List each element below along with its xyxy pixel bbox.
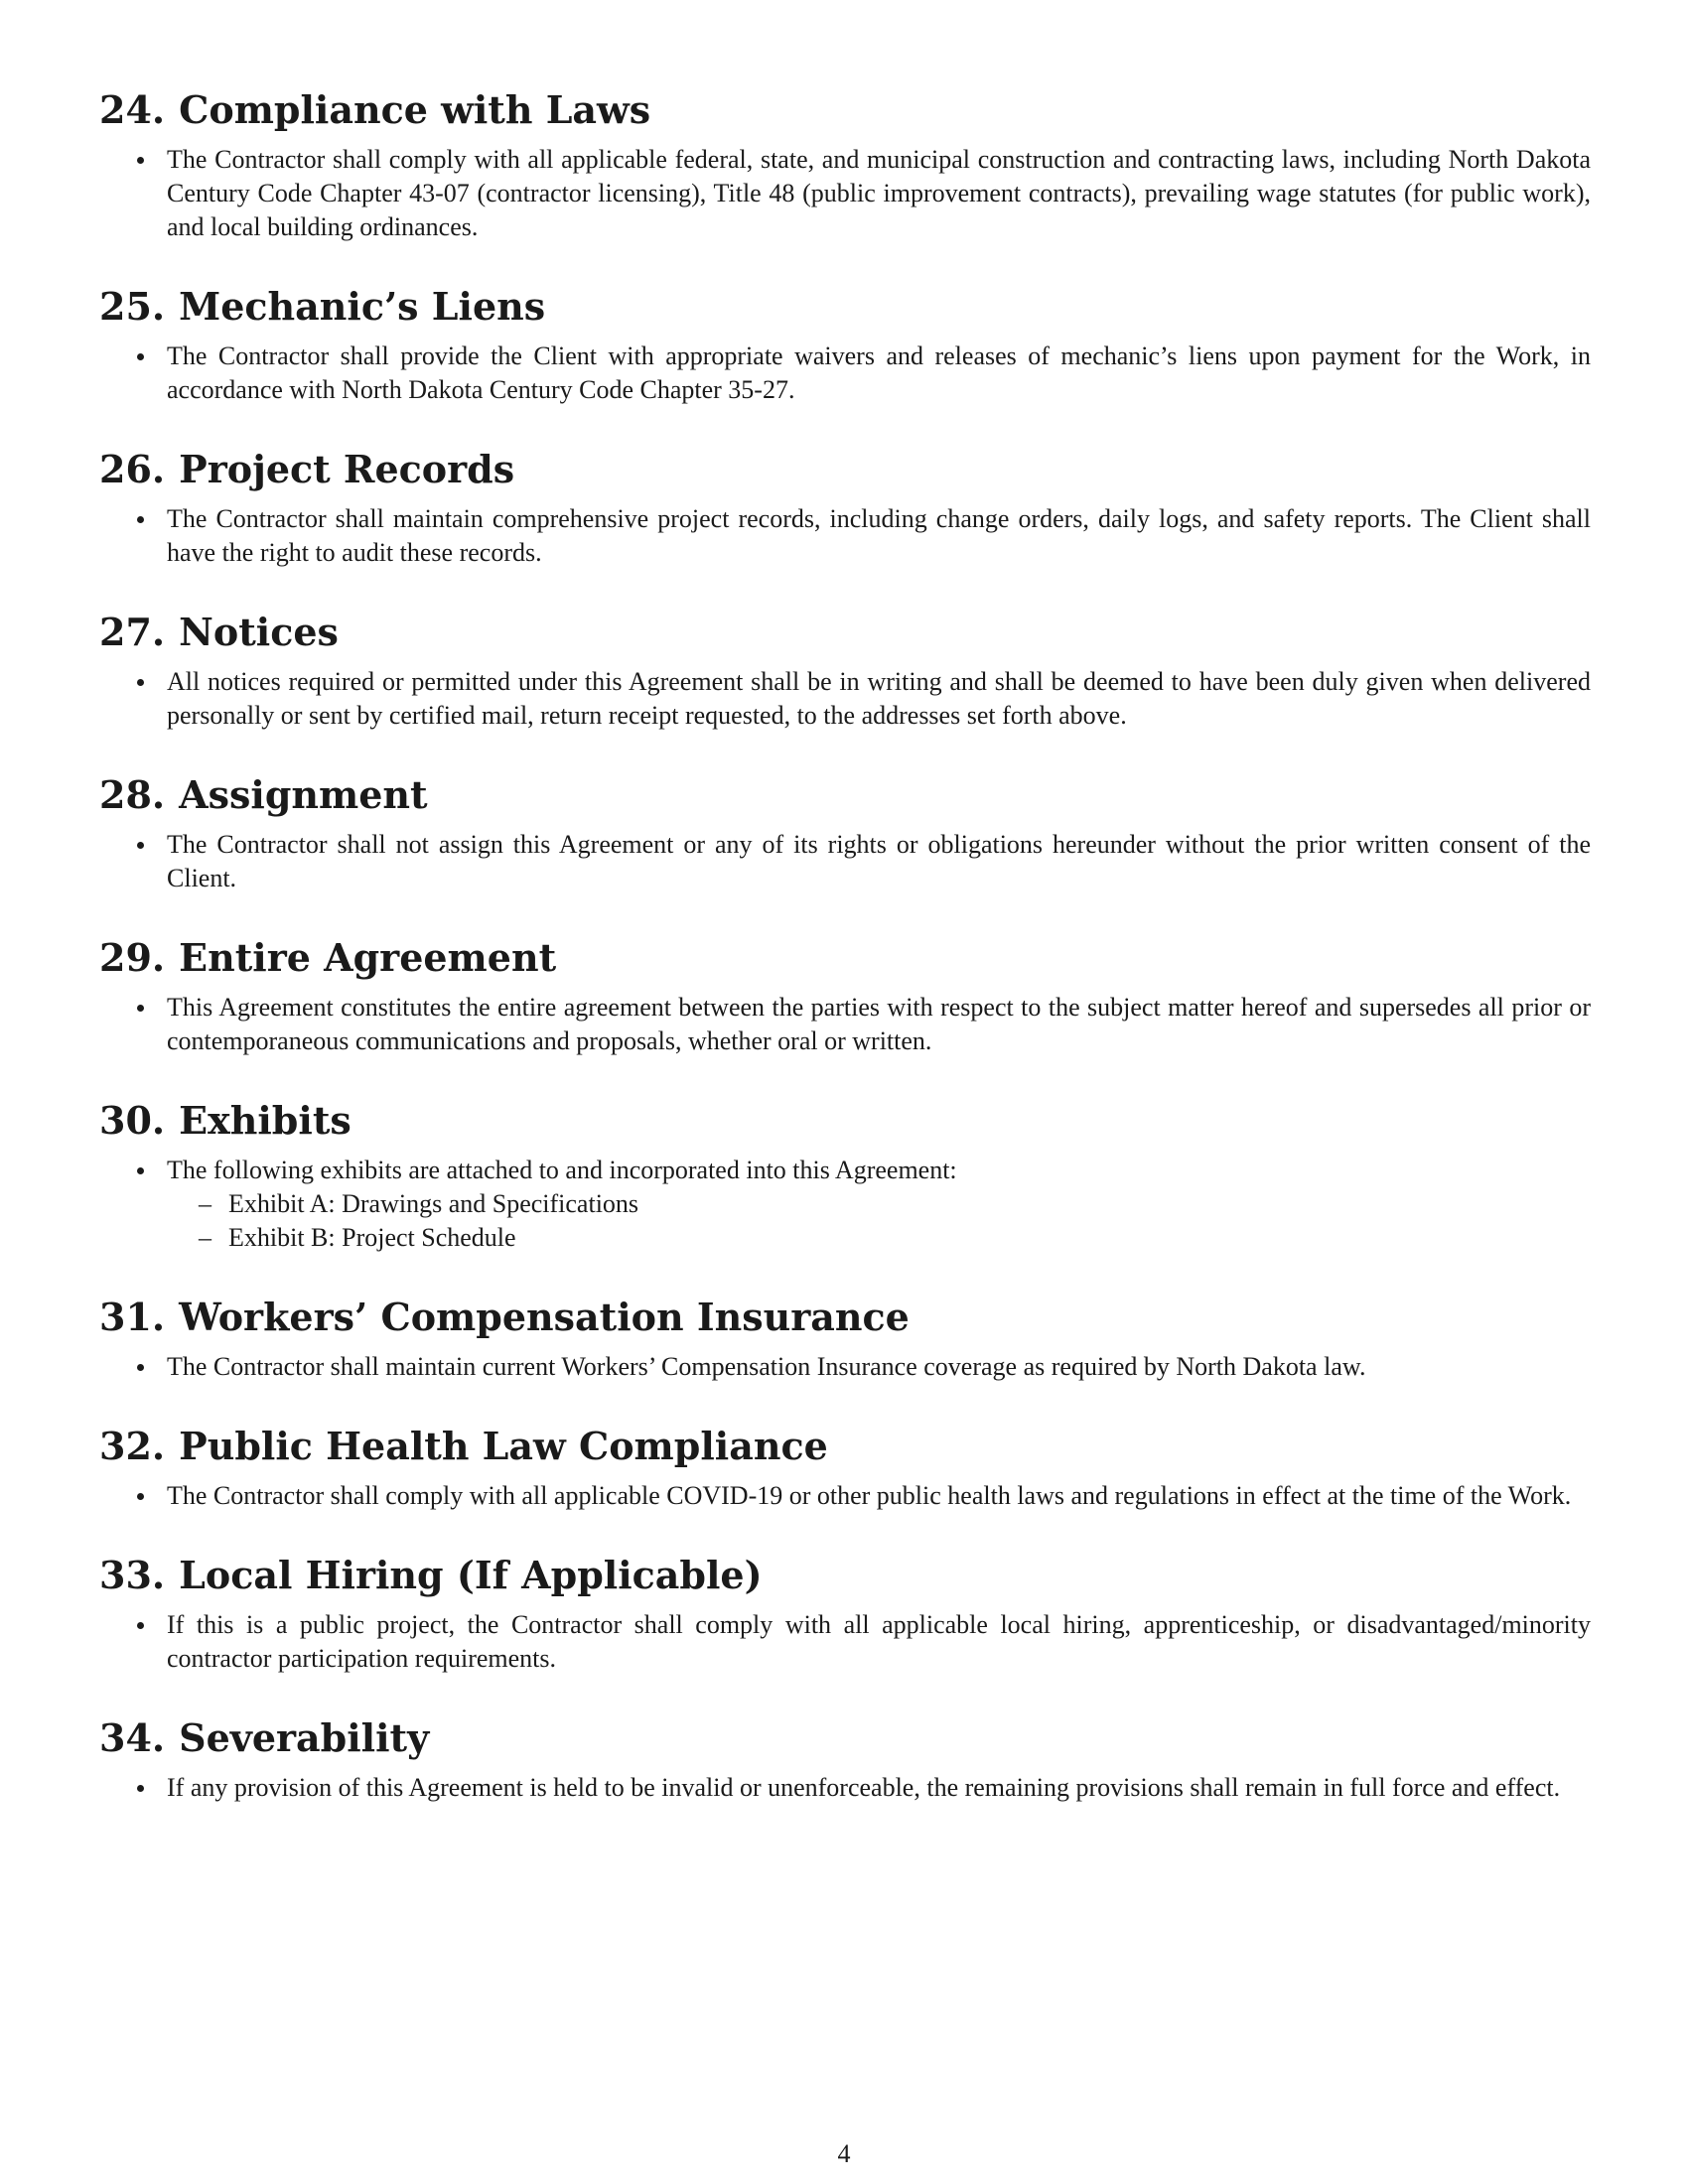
bullet-item (99, 1479, 1591, 1513)
bullet-item (99, 665, 1591, 733)
bullet-text: The Contractor shall not assign this Agreement or any of its rights or obligations hereunder without the prior written consent of the Client. (167, 830, 1591, 892)
section-title: Local Hiring (If Applicable) (179, 1553, 763, 1597)
section-heading (99, 772, 1591, 818)
bullet-list (99, 1771, 1591, 1805)
document-page (99, 87, 1591, 1844)
section-title: Notices (179, 610, 339, 654)
section-number: 34. (99, 1715, 166, 1760)
bullet-icon (137, 1785, 144, 1792)
bullet-list (99, 340, 1591, 407)
bullet-text: The following exhibits are attached to and incorporated into this Agreement: (167, 1156, 957, 1184)
bullet-list (99, 502, 1591, 570)
bullet-icon (137, 1364, 144, 1371)
bullet-text: The Contractor shall provide the Client with appropriate waivers and releases of mechanic’s liens upon payment for the Work, in accordance with North Dakota Century Code Chapter 35-27. (167, 341, 1591, 404)
page-number: 4 (837, 2139, 851, 2168)
section-number: 31. (99, 1295, 166, 1339)
section-title: Project Records (179, 447, 515, 491)
bullet-text: This Agreement constitutes the entire agreement between the parties with respect to the subject matter hereof and supersedes all prior or contemporaneous communications and proposals, whether oral or written. (167, 993, 1591, 1055)
exhibit-item (167, 1187, 1591, 1221)
bullet-list (99, 1608, 1591, 1676)
bullet-text: The Contractor shall comply with all applicable COVID-19 or other public health laws and regulations in effect at the time of the Work. (167, 1481, 1572, 1510)
section-heading (99, 1424, 1591, 1469)
section-heading (99, 1098, 1591, 1144)
section-27-notices (99, 610, 1591, 733)
section-32-public-health (99, 1424, 1591, 1513)
section-number: 28. (99, 772, 166, 817)
bullet-list (99, 1479, 1591, 1513)
bullet-item (99, 991, 1591, 1058)
section-30-exhibits (99, 1098, 1591, 1255)
section-title: Severability (179, 1715, 430, 1760)
bullet-icon (137, 353, 144, 360)
section-heading (99, 447, 1591, 492)
section-34-severability (99, 1715, 1591, 1805)
exhibit-item (167, 1221, 1591, 1255)
exhibit-list (167, 1187, 1591, 1255)
bullet-list (99, 828, 1591, 895)
section-29-entire-agreement (99, 935, 1591, 1058)
section-number: 30. (99, 1098, 166, 1143)
section-number: 26. (99, 447, 166, 491)
section-number: 29. (99, 935, 166, 980)
exhibit-text: Exhibit A: Drawings and Specifications (228, 1189, 639, 1218)
section-28-assignment (99, 772, 1591, 895)
bullet-list (99, 991, 1591, 1058)
section-number: 32. (99, 1424, 166, 1468)
section-heading (99, 87, 1591, 133)
section-number: 33. (99, 1553, 166, 1597)
section-31-workers-compensation (99, 1295, 1591, 1384)
bullet-icon (137, 1622, 144, 1629)
section-heading (99, 284, 1591, 330)
bullet-text: If this is a public project, the Contractor shall comply with all applicable local hiring, apprenticeship, or disadvantaged/minority contractor participation requirements. (167, 1610, 1591, 1673)
section-title: Exhibits (179, 1098, 352, 1143)
bullet-icon (137, 679, 144, 686)
bullet-item (99, 1350, 1591, 1384)
bullet-icon (137, 1167, 144, 1174)
bullet-icon (137, 1005, 144, 1012)
bullet-list (99, 1350, 1591, 1384)
section-heading (99, 1553, 1591, 1598)
dash-icon: – (199, 1223, 211, 1252)
section-number: 27. (99, 610, 166, 654)
bullet-list (99, 665, 1591, 733)
bullet-item (99, 828, 1591, 895)
bullet-item (99, 143, 1591, 244)
section-title: Workers’ Compensation Insurance (179, 1295, 910, 1339)
section-title: Compliance with Laws (179, 87, 651, 132)
bullet-text: If any provision of this Agreement is held to be invalid or unenforceable, the remaining provisions shall remain in full force and effect. (167, 1773, 1561, 1802)
bullet-item (99, 340, 1591, 407)
bullet-item (99, 1154, 1591, 1255)
bullet-icon (137, 157, 144, 164)
section-33-local-hiring (99, 1553, 1591, 1676)
bullet-list (99, 1154, 1591, 1255)
bullet-icon (137, 1493, 144, 1500)
section-heading (99, 1295, 1591, 1340)
section-24-compliance-with-laws (99, 87, 1591, 244)
section-number: 24. (99, 87, 166, 132)
section-26-project-records (99, 447, 1591, 570)
section-heading (99, 1715, 1591, 1761)
bullet-text: All notices required or permitted under this Agreement shall be in writing and shall be deemed to have been duly given when delivered personally or sent by certified mail, return receipt requested, to the addresses set forth above. (167, 667, 1591, 730)
bullet-item (99, 1771, 1591, 1805)
bullet-icon (137, 842, 144, 849)
bullet-text: The Contractor shall comply with all applicable federal, state, and municipal construction and contracting laws, including North Dakota Century Code Chapter 43-07 (contractor licensing), Title 48 (public improvement contracts), prevailing wage statutes (for public work), and local building ordinances. (167, 145, 1591, 241)
bullet-list (99, 143, 1591, 244)
bullet-item (99, 1608, 1591, 1676)
bullet-text: The Contractor shall maintain current Workers’ Compensation Insurance coverage as required by North Dakota law. (167, 1352, 1366, 1381)
section-title: Mechanic’s Liens (179, 284, 546, 329)
section-heading (99, 935, 1591, 981)
dash-icon: – (199, 1189, 211, 1218)
section-heading (99, 610, 1591, 655)
section-number: 25. (99, 284, 166, 329)
section-25-mechanics-liens (99, 284, 1591, 407)
bullet-icon (137, 516, 144, 523)
exhibit-text: Exhibit B: Project Schedule (228, 1223, 516, 1252)
section-title: Entire Agreement (179, 935, 557, 980)
bullet-item (99, 502, 1591, 570)
section-title: Public Health Law Compliance (179, 1424, 828, 1468)
bullet-text: The Contractor shall maintain comprehensive project records, including change orders, daily logs, and safety reports. The Client shall have the right to audit these records. (167, 504, 1591, 567)
section-title: Assignment (179, 772, 428, 817)
